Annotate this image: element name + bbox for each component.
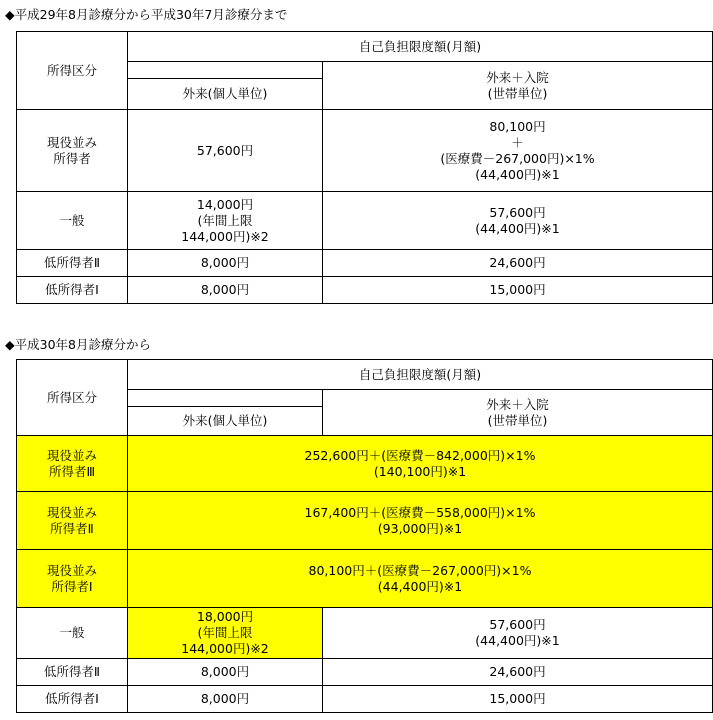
category-cell: 低所得者Ⅱ [17, 659, 128, 686]
section1-heading: ◆平成29年8月診療分から平成30年7月診療分まで [5, 7, 288, 22]
household-cell: 24,600円 [323, 250, 713, 277]
header-limit: 自己負担限度額(月額) [128, 360, 713, 390]
header-household: 外来＋入院 (世帯単位) [323, 62, 713, 110]
section2-heading: ◆平成30年8月診療分から [5, 337, 151, 352]
table-row [17, 659, 713, 686]
table-row [17, 192, 713, 250]
outpatient-cell: 18,000円 (年間上限 144,000円)※2 [128, 608, 323, 659]
merged-amount-cell: 252,600円＋(医療費－842,000円)×1% (140,100円)※1 [128, 436, 713, 492]
household-cell: 80,100円 ＋ (医療費－267,000円)×1% (44,400円)※1 [323, 110, 713, 192]
category-cell: 一般 [17, 192, 128, 250]
merged-amount-cell: 167,400円＋(医療費－558,000円)×1% (93,000円)※1 [128, 492, 713, 550]
table-row [17, 250, 713, 277]
merged-amount-cell: 80,100円＋(医療費－267,000円)×1% (44,400円)※1 [128, 550, 713, 608]
household-cell: 24,600円 [323, 659, 713, 686]
fee-table-1 [16, 31, 713, 304]
fee-table-2 [16, 359, 713, 713]
category-cell: 現役並み 所得者Ⅰ [17, 550, 128, 608]
table-row [17, 436, 713, 492]
outpatient-cell: 8,000円 [128, 686, 323, 713]
outpatient-cell: 14,000円 (年間上限 144,000円)※2 [128, 192, 323, 250]
category-cell: 低所得者Ⅰ [17, 686, 128, 713]
header-household: 外来＋入院 (世帯単位) [323, 390, 713, 436]
household-cell: 57,600円 (44,400円)※1 [323, 192, 713, 250]
header-category: 所得区分 [17, 32, 128, 110]
table-row [17, 608, 713, 659]
header-spacer [128, 390, 323, 407]
outpatient-cell: 57,600円 [128, 110, 323, 192]
household-cell: 15,000円 [323, 686, 713, 713]
outpatient-cell: 8,000円 [128, 250, 323, 277]
category-cell: 低所得者Ⅰ [17, 277, 128, 304]
category-cell: 低所得者Ⅱ [17, 250, 128, 277]
table-row [17, 686, 713, 713]
header-category: 所得区分 [17, 360, 128, 436]
category-cell: 現役並み 所得者 [17, 110, 128, 192]
table-row [17, 110, 713, 192]
table-row [17, 277, 713, 304]
table-row [17, 492, 713, 550]
household-cell: 15,000円 [323, 277, 713, 304]
category-cell: 現役並み 所得者Ⅱ [17, 492, 128, 550]
household-cell: 57,600円 (44,400円)※1 [323, 608, 713, 659]
category-cell: 一般 [17, 608, 128, 659]
outpatient-cell: 8,000円 [128, 659, 323, 686]
category-cell: 現役並み 所得者Ⅲ [17, 436, 128, 492]
header-outpatient: 外来(個人単位) [128, 79, 323, 110]
header-limit: 自己負担限度額(月額) [128, 32, 713, 62]
header-outpatient: 外来(個人単位) [128, 407, 323, 436]
outpatient-cell: 8,000円 [128, 277, 323, 304]
header-spacer [128, 62, 323, 79]
table-row [17, 550, 713, 608]
